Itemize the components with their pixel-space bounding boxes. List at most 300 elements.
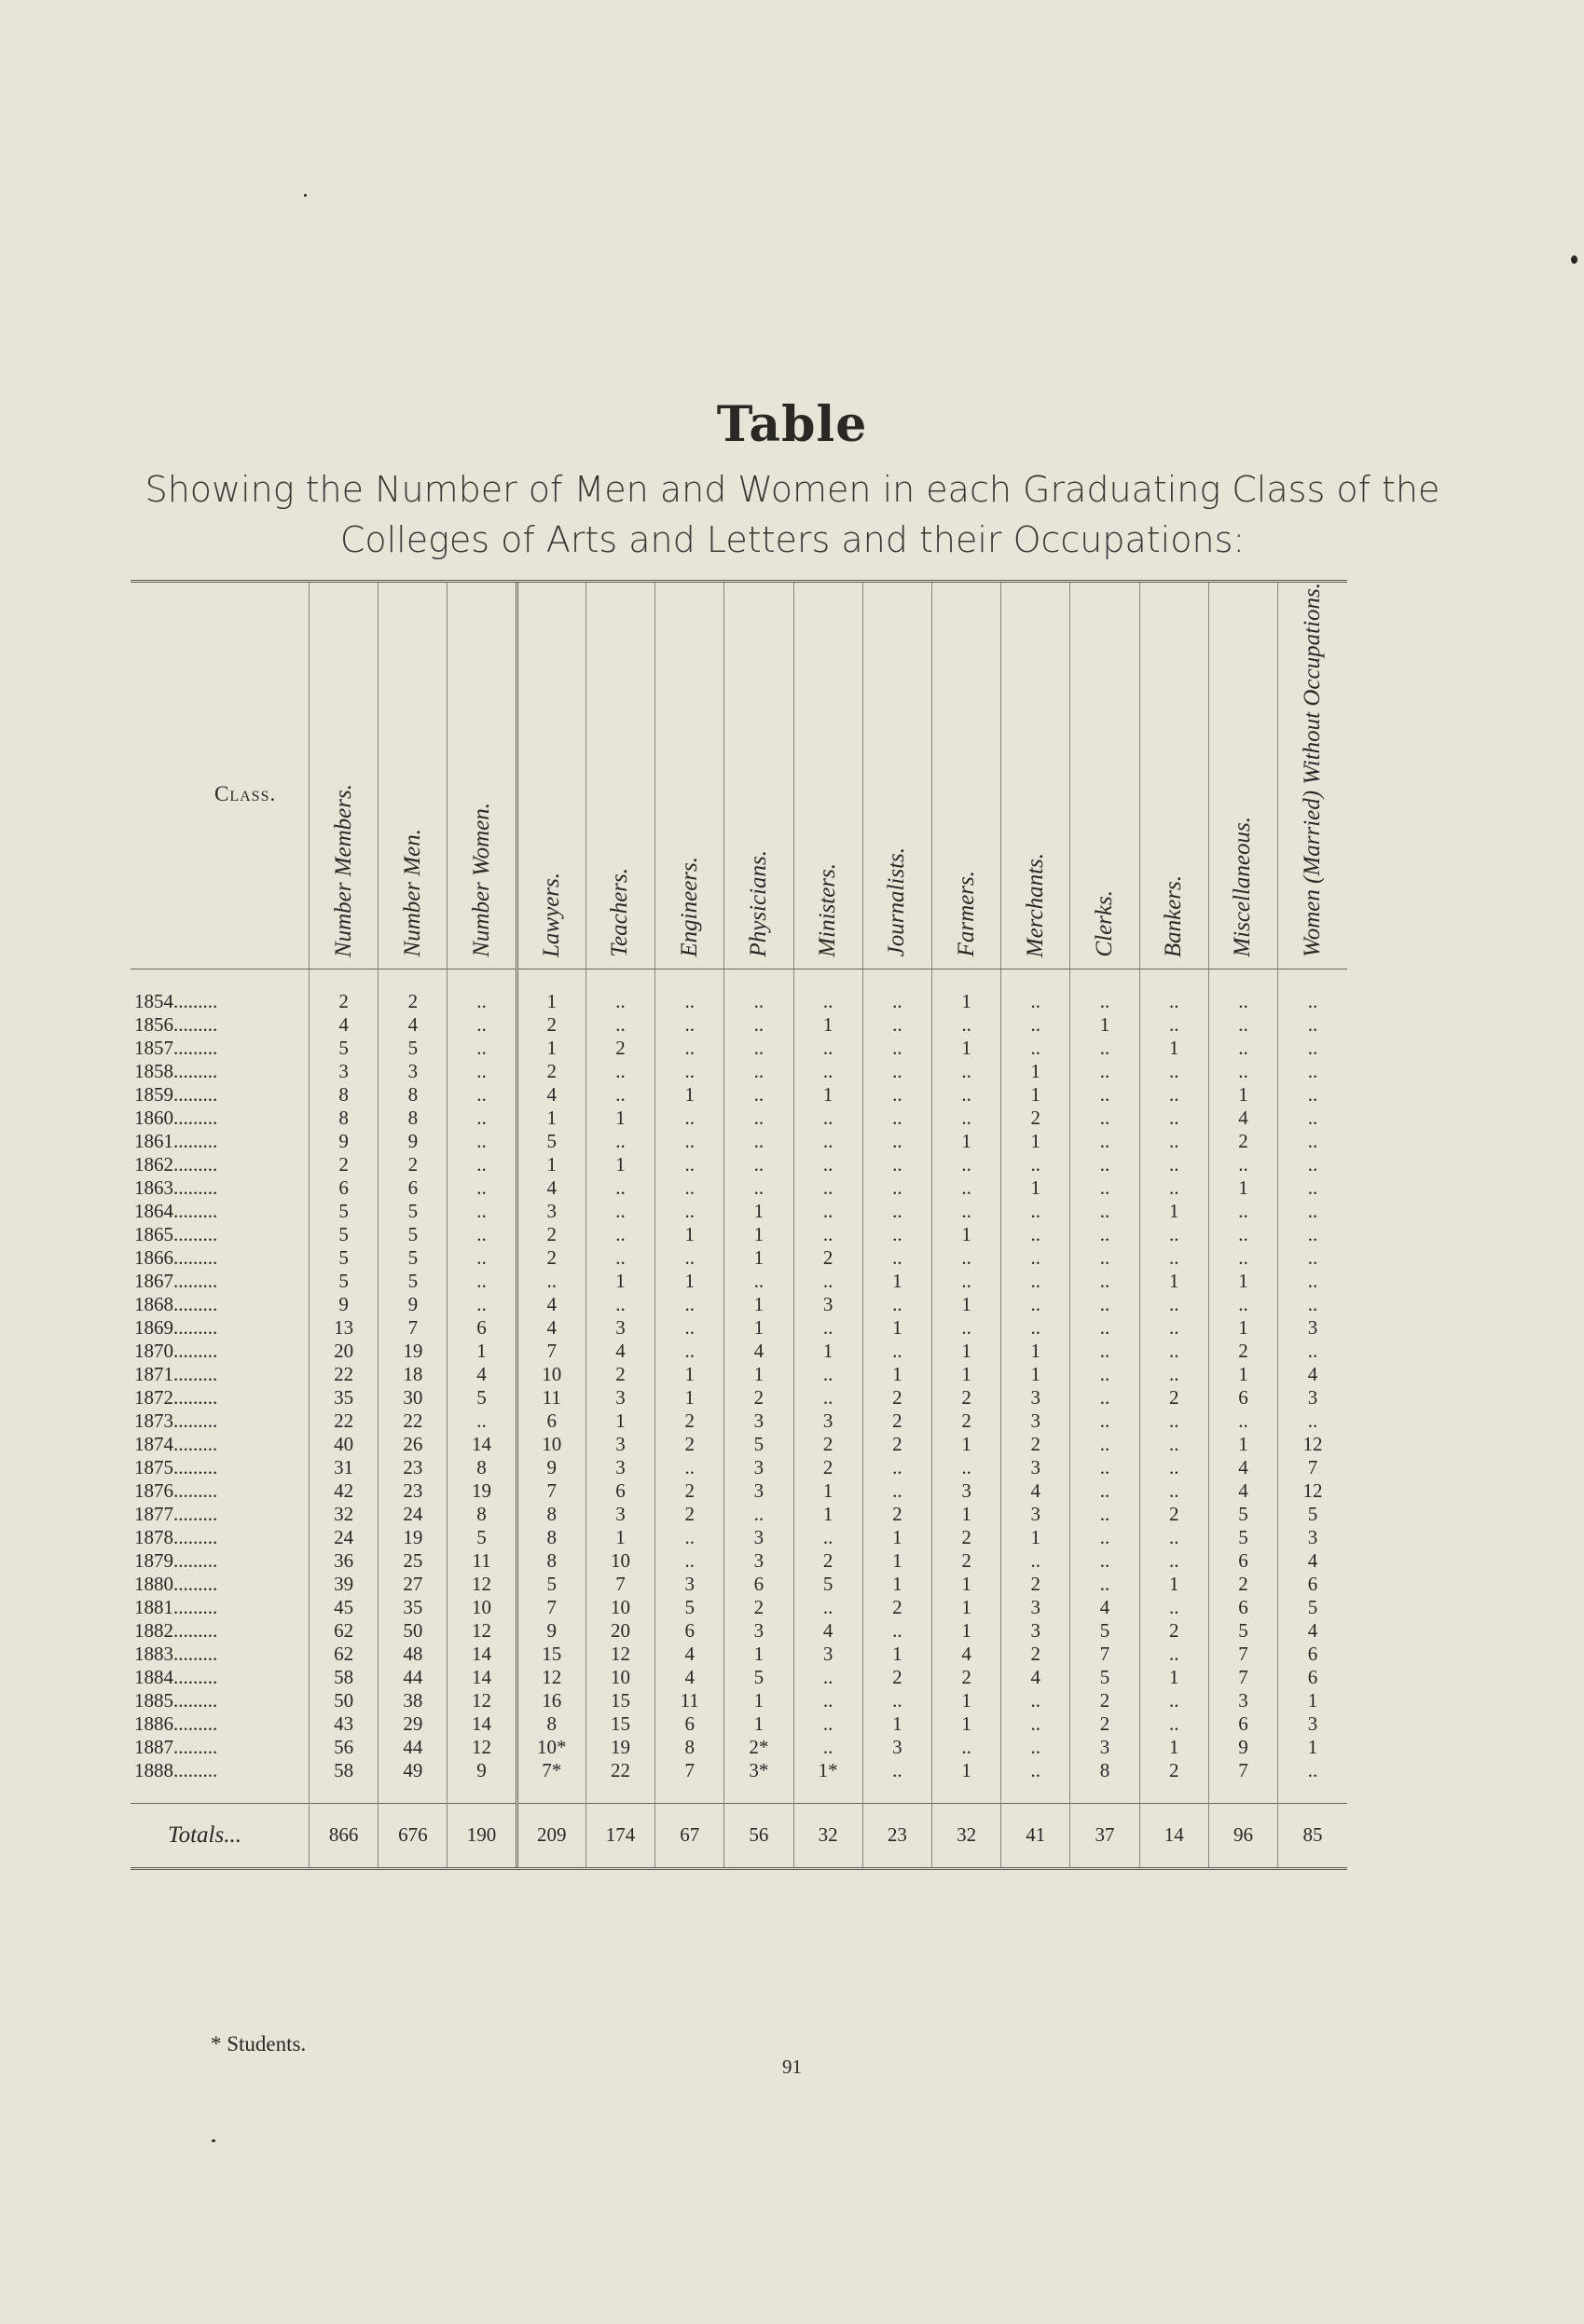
table-cell: 48 (379, 1643, 448, 1666)
table-cell: 14 (448, 1643, 517, 1666)
table-row (131, 1107, 1347, 1130)
table-cell: .. (793, 1037, 862, 1060)
table-cell: 2 (1001, 1107, 1070, 1130)
table-cell: .. (1001, 1037, 1070, 1060)
table-cell: 1 (517, 1107, 585, 1130)
class-year: 1886......... (134, 1712, 218, 1735)
table-cell: .. (1139, 1293, 1208, 1316)
table-cell: 2 (655, 1503, 724, 1526)
table-cell: 3 (724, 1456, 793, 1479)
table-cell: 4 (655, 1643, 724, 1666)
table-cell: .. (1070, 1153, 1139, 1176)
class-year: 1854......... (134, 989, 218, 1012)
ink-speck (1571, 255, 1577, 264)
table-cell: 1 (724, 1246, 793, 1270)
table-cell: .. (862, 969, 931, 1013)
class-year: 1880......... (134, 1572, 218, 1595)
table-row (131, 1549, 1347, 1573)
table-row (131, 1456, 1347, 1479)
table-cell: 3 (585, 1316, 654, 1340)
table-cell: 4 (793, 1619, 862, 1643)
table-cell: .. (862, 1083, 931, 1107)
table-cell: .. (655, 1549, 724, 1573)
table-cell: .. (1139, 969, 1208, 1013)
table-cell: 1 (1208, 1433, 1277, 1456)
table-cell: 2 (655, 1410, 724, 1433)
table-cell: .. (585, 1083, 654, 1107)
table-cell: .. (724, 1013, 793, 1037)
table-cell: 1 (1139, 1037, 1208, 1060)
table-cell: 7 (1208, 1666, 1277, 1689)
table-cell: 1 (1001, 1340, 1070, 1363)
table-cell: .. (448, 1060, 517, 1083)
table-cell: 22 (310, 1363, 379, 1386)
table-cell: .. (448, 1200, 517, 1223)
table-cell: .. (793, 1316, 862, 1340)
table-cell: 5 (1278, 1503, 1347, 1526)
class-year: 1881......... (134, 1595, 218, 1618)
column-header-label: Journalists. (884, 847, 910, 957)
table-cell: 22 (379, 1410, 448, 1433)
column-header (724, 582, 793, 969)
table-cell: 4 (1278, 1619, 1347, 1643)
table-cell: 9 (517, 1619, 585, 1643)
table-cell: .. (1278, 1293, 1347, 1316)
table-cell: 4 (517, 1176, 585, 1200)
table-cell: .. (1001, 1153, 1070, 1176)
column-header (655, 582, 724, 969)
total-cell: 14 (1139, 1803, 1208, 1868)
table-cell: .. (448, 1107, 517, 1130)
table-cell: 4 (1208, 1107, 1277, 1130)
table-cell: .. (1139, 1549, 1208, 1573)
table-cell: 2 (931, 1410, 1000, 1433)
table-cell: .. (1139, 1456, 1208, 1479)
table-row (131, 1433, 1347, 1456)
table-cell: .. (1070, 1363, 1139, 1386)
table-cell: .. (448, 1270, 517, 1293)
column-header-label: Ministers. (815, 863, 841, 957)
table-cell: 4 (1278, 1549, 1347, 1573)
table-cell: 2 (379, 1153, 448, 1176)
table-cell: 10 (517, 1363, 585, 1386)
table-cell: .. (862, 1246, 931, 1270)
table-cell: .. (1070, 1037, 1139, 1060)
total-cell: 32 (931, 1803, 1000, 1868)
table-cell: 2 (1001, 1643, 1070, 1666)
table-cell: .. (724, 1503, 793, 1526)
table-cell: 5 (1070, 1666, 1139, 1689)
table-cell: 40 (310, 1433, 379, 1456)
class-year: 1885......... (134, 1688, 218, 1712)
table-cell: 1 (931, 1503, 1000, 1526)
spacer-cell (1001, 1782, 1070, 1804)
column-header-label: Teachers. (607, 868, 633, 957)
table-cell: 1 (724, 1689, 793, 1712)
table-cell: 2 (1208, 1130, 1277, 1153)
table-cell: .. (1139, 1083, 1208, 1107)
table-cell: 2 (1001, 1573, 1070, 1596)
table-cell: .. (1278, 1176, 1347, 1200)
table-cell: 24 (379, 1503, 448, 1526)
table-row (131, 1083, 1347, 1107)
table-cell: 1 (862, 1316, 931, 1340)
table-cell: 4 (1001, 1479, 1070, 1503)
table-cell: .. (1208, 969, 1277, 1013)
table-cell: 2 (585, 1363, 654, 1386)
table-cell: 1 (793, 1503, 862, 1526)
table-cell: .. (585, 1130, 654, 1153)
column-header (448, 582, 517, 969)
table-cell: 2 (517, 1246, 585, 1270)
table-cell: 14 (448, 1666, 517, 1689)
table-cell: .. (1208, 1200, 1277, 1223)
column-header (1139, 582, 1208, 969)
class-year: 1884......... (134, 1665, 218, 1688)
table-cell: 2 (862, 1386, 931, 1410)
table-cell: 2 (655, 1433, 724, 1456)
table-cell: .. (793, 1736, 862, 1759)
table-cell: 2 (724, 1386, 793, 1410)
spacer-cell (310, 1782, 379, 1804)
table-cell: .. (862, 1107, 931, 1130)
table-row (131, 1712, 1347, 1736)
table-cell: .. (1070, 1293, 1139, 1316)
table-cell: 2 (379, 969, 448, 1013)
table-cell: .. (1070, 1386, 1139, 1410)
table-cell: 4 (448, 1363, 517, 1386)
ink-speck (304, 194, 307, 197)
table-cell: .. (1139, 1246, 1208, 1270)
table-cell: .. (1001, 1316, 1070, 1340)
table-cell: 3 (793, 1293, 862, 1316)
table-cell: .. (1001, 1736, 1070, 1759)
table-cell: 3 (1001, 1410, 1070, 1433)
table-cell: .. (1139, 1013, 1208, 1037)
table-cell: 1 (931, 1573, 1000, 1596)
table-cell: .. (1001, 1689, 1070, 1712)
column-header (931, 582, 1000, 969)
table-cell: .. (585, 1223, 654, 1246)
table-cell: .. (448, 969, 517, 1013)
column-header (862, 582, 931, 969)
table-cell: 2 (793, 1433, 862, 1456)
spacer-cell (379, 1782, 448, 1804)
table-cell: 3 (585, 1456, 654, 1479)
table-cell: 5 (655, 1596, 724, 1619)
class-year: 1866......... (134, 1245, 218, 1269)
table-cell: .. (1070, 1083, 1139, 1107)
table-cell: .. (1139, 1433, 1208, 1456)
table-cell: .. (1278, 1107, 1347, 1130)
total-cell: 174 (585, 1803, 654, 1868)
table-cell: 7 (1278, 1456, 1347, 1479)
table-row (131, 1503, 1347, 1526)
table-cell: .. (931, 1107, 1000, 1130)
table-cell: 23 (379, 1479, 448, 1503)
table-cell: 1 (862, 1270, 931, 1293)
table-cell: 58 (310, 1759, 379, 1782)
table-cell: .. (1070, 1130, 1139, 1153)
table-cell: 26 (379, 1433, 448, 1456)
table-cell: .. (1139, 1060, 1208, 1083)
total-cell: 190 (448, 1803, 517, 1868)
table-cell: 1 (931, 1293, 1000, 1316)
class-year: 1882......... (134, 1618, 218, 1642)
table-cell: 35 (310, 1386, 379, 1410)
table-cell: 2 (1139, 1503, 1208, 1526)
table-cell: 7 (517, 1340, 585, 1363)
table-cell: .. (1070, 1526, 1139, 1549)
table-cell: 3 (585, 1433, 654, 1456)
table-row (131, 1293, 1347, 1316)
table-cell: .. (862, 1060, 931, 1083)
table-cell: 1 (931, 1689, 1000, 1712)
class-year: 1861......... (134, 1129, 218, 1152)
table-cell: 3 (379, 1060, 448, 1083)
class-year: 1878......... (134, 1525, 218, 1548)
table-cell: 2 (1139, 1759, 1208, 1782)
table-cell: 3 (1001, 1619, 1070, 1643)
table-cell: .. (655, 1526, 724, 1549)
class-year: 1858......... (134, 1059, 218, 1082)
total-cell: 37 (1070, 1803, 1139, 1868)
table-cell: .. (655, 1200, 724, 1223)
table-cell: 1 (517, 969, 585, 1013)
table-cell: .. (793, 1060, 862, 1083)
table-cell: 3 (793, 1643, 862, 1666)
spacer-cell (131, 1782, 310, 1804)
table-cell: .. (862, 1479, 931, 1503)
table-cell: 1 (724, 1643, 793, 1666)
table-cell: .. (1139, 1153, 1208, 1176)
table-row (131, 1386, 1347, 1410)
table-cell: 1 (1208, 1270, 1277, 1293)
table-row (131, 1176, 1347, 1200)
table-cell: 2 (862, 1596, 931, 1619)
table-cell: .. (1278, 1083, 1347, 1107)
table-cell: 2 (517, 1013, 585, 1037)
table-cell: 1 (1139, 1736, 1208, 1759)
total-cell: 56 (724, 1803, 793, 1868)
column-header (1208, 582, 1277, 969)
class-year: 1863......... (134, 1176, 218, 1199)
table-cell: 39 (310, 1573, 379, 1596)
table-cell: 56 (310, 1736, 379, 1759)
table-cell: 2 (793, 1549, 862, 1573)
column-header-label: Farmers. (953, 871, 979, 957)
table-cell: 1 (655, 1223, 724, 1246)
table-cell: 3 (310, 1060, 379, 1083)
table-cell: 3 (724, 1526, 793, 1549)
table-cell: 4 (1208, 1456, 1277, 1479)
table-cell: 1 (1208, 1176, 1277, 1200)
table-cell: .. (655, 1316, 724, 1340)
table-cell: .. (793, 1666, 862, 1689)
table-cell: 10 (517, 1433, 585, 1456)
table-cell: .. (1070, 1410, 1139, 1433)
table-cell: 1 (1208, 1083, 1277, 1107)
table-cell: 16 (517, 1689, 585, 1712)
table-cell: 1 (585, 1270, 654, 1293)
table-cell: 1 (724, 1316, 793, 1340)
table-cell: 5 (310, 1223, 379, 1246)
table-cell: .. (1278, 969, 1347, 1013)
table-cell: 8 (448, 1456, 517, 1479)
table-cell: 22 (310, 1410, 379, 1433)
table-cell: .. (1001, 969, 1070, 1013)
table-cell: .. (724, 1176, 793, 1200)
table-cell: 6 (1278, 1643, 1347, 1666)
table-cell: 9 (379, 1293, 448, 1316)
class-year: 1876......... (134, 1478, 218, 1502)
table-cell: 31 (310, 1456, 379, 1479)
table-cell: 11 (517, 1386, 585, 1410)
column-header-label: Women (Married) Without Occupations. (1300, 583, 1326, 957)
table-cell: 1 (724, 1200, 793, 1223)
table-cell: .. (1001, 1759, 1070, 1782)
table-cell: .. (1208, 1410, 1277, 1433)
table-cell: .. (1001, 1246, 1070, 1270)
table-cell: 2 (862, 1433, 931, 1456)
table-cell: 6 (1278, 1573, 1347, 1596)
table-cell: 45 (310, 1596, 379, 1619)
table-cell: 1 (655, 1270, 724, 1293)
table-cell: 1 (793, 1340, 862, 1363)
table-cell: 2 (931, 1526, 1000, 1549)
table-cell: 8 (517, 1712, 585, 1736)
table-cell: .. (1208, 1013, 1277, 1037)
table-cell: .. (1139, 1689, 1208, 1712)
table-cell: 2 (655, 1479, 724, 1503)
table-cell: 8 (655, 1736, 724, 1759)
table-cell: 29 (379, 1712, 448, 1736)
table-row (131, 1573, 1347, 1596)
table-subtitle (112, 464, 1473, 565)
table-cell: .. (655, 1013, 724, 1037)
table-cell: .. (1001, 1200, 1070, 1223)
table-cell: 1 (655, 1083, 724, 1107)
table-cell: 8 (517, 1503, 585, 1526)
table-cell: 9 (310, 1293, 379, 1316)
class-year: 1856......... (134, 1012, 218, 1036)
spacer-cell (1278, 1782, 1347, 1804)
table-cell: .. (931, 1153, 1000, 1176)
table-cell: 8 (517, 1526, 585, 1549)
table-cell: 62 (310, 1619, 379, 1643)
table-cell: .. (793, 1526, 862, 1549)
table-cell: 5 (1070, 1619, 1139, 1643)
class-year: 1865......... (134, 1222, 218, 1245)
table-cell: 10 (585, 1549, 654, 1573)
table-cell: .. (793, 1153, 862, 1176)
table-cell: .. (448, 1013, 517, 1037)
table-cell: .. (931, 1176, 1000, 1200)
table-cell: 1 (862, 1363, 931, 1386)
table-cell: .. (1278, 1130, 1347, 1153)
class-year: 1857......... (134, 1036, 218, 1059)
table-cell: .. (1139, 1479, 1208, 1503)
table-cell: 1 (931, 969, 1000, 1013)
table-cell: 2 (585, 1037, 654, 1060)
table-cell: 6 (448, 1316, 517, 1340)
table-cell: 1 (1208, 1316, 1277, 1340)
column-header-label: Number Women. (468, 803, 494, 957)
table-cell: 2 (1208, 1573, 1277, 1596)
total-cell: 23 (862, 1803, 931, 1868)
table-cell: 42 (310, 1479, 379, 1503)
table-cell: .. (1278, 1410, 1347, 1433)
occupations-table (131, 580, 1347, 1870)
table-cell: .. (1278, 1759, 1347, 1782)
total-cell: 209 (517, 1803, 585, 1868)
table-row (131, 1759, 1347, 1782)
table-cell: 6 (517, 1410, 585, 1433)
table-cell: 8 (448, 1503, 517, 1526)
table-cell: .. (724, 1130, 793, 1153)
table-cell: 3 (1278, 1316, 1347, 1340)
table-cell: .. (1139, 1410, 1208, 1433)
table-cell: 2 (931, 1386, 1000, 1410)
table-cell: 3 (585, 1503, 654, 1526)
table-cell: .. (585, 1060, 654, 1083)
table-cell: 4 (517, 1316, 585, 1340)
table-cell: 23 (379, 1456, 448, 1479)
spacer-cell (1070, 1782, 1139, 1804)
table-cell: .. (1208, 1060, 1277, 1083)
table-cell: .. (655, 1153, 724, 1176)
class-year: 1869......... (134, 1315, 218, 1339)
table-cell: 3 (1070, 1736, 1139, 1759)
table-cell: .. (1278, 1037, 1347, 1060)
table-cell: .. (655, 1246, 724, 1270)
table-cell: 22 (585, 1759, 654, 1782)
table-cell: 4 (1001, 1666, 1070, 1689)
table-row (131, 1363, 1347, 1386)
column-header (1278, 582, 1347, 969)
table-cell: .. (1278, 1270, 1347, 1293)
table-row (131, 1666, 1347, 1689)
table-row (131, 1736, 1347, 1759)
table-cell: 2 (1001, 1433, 1070, 1456)
class-year: 1872......... (134, 1385, 218, 1409)
column-header (1070, 582, 1139, 969)
spacer-cell (793, 1782, 862, 1804)
table-cell: .. (724, 1270, 793, 1293)
table-cell: .. (1070, 1549, 1139, 1573)
table-cell: .. (1208, 1246, 1277, 1270)
table-cell: 8 (310, 1107, 379, 1130)
table-cell: 3 (931, 1479, 1000, 1503)
table-cell: 8 (517, 1549, 585, 1573)
table-cell: 9 (1208, 1736, 1277, 1759)
subtitle-line-1: Showing the Number of Men and Women in each Graduating Class of the (145, 469, 1440, 510)
table-cell: 1 (862, 1526, 931, 1549)
table-cell: 7 (1208, 1759, 1277, 1782)
total-cell: 32 (793, 1803, 862, 1868)
table-cell: 50 (310, 1689, 379, 1712)
table-cell: 3 (1001, 1456, 1070, 1479)
table-cell: 12 (448, 1689, 517, 1712)
table-cell: 1 (931, 1759, 1000, 1782)
table-cell: 6 (1208, 1386, 1277, 1410)
table-cell: .. (1139, 1363, 1208, 1386)
column-header-label: Miscellaneous. (1230, 817, 1256, 957)
table-cell: 3 (1278, 1712, 1347, 1736)
table-cell: 2 (724, 1596, 793, 1619)
table-cell: 5 (379, 1037, 448, 1060)
table-cell: .. (862, 1759, 931, 1782)
